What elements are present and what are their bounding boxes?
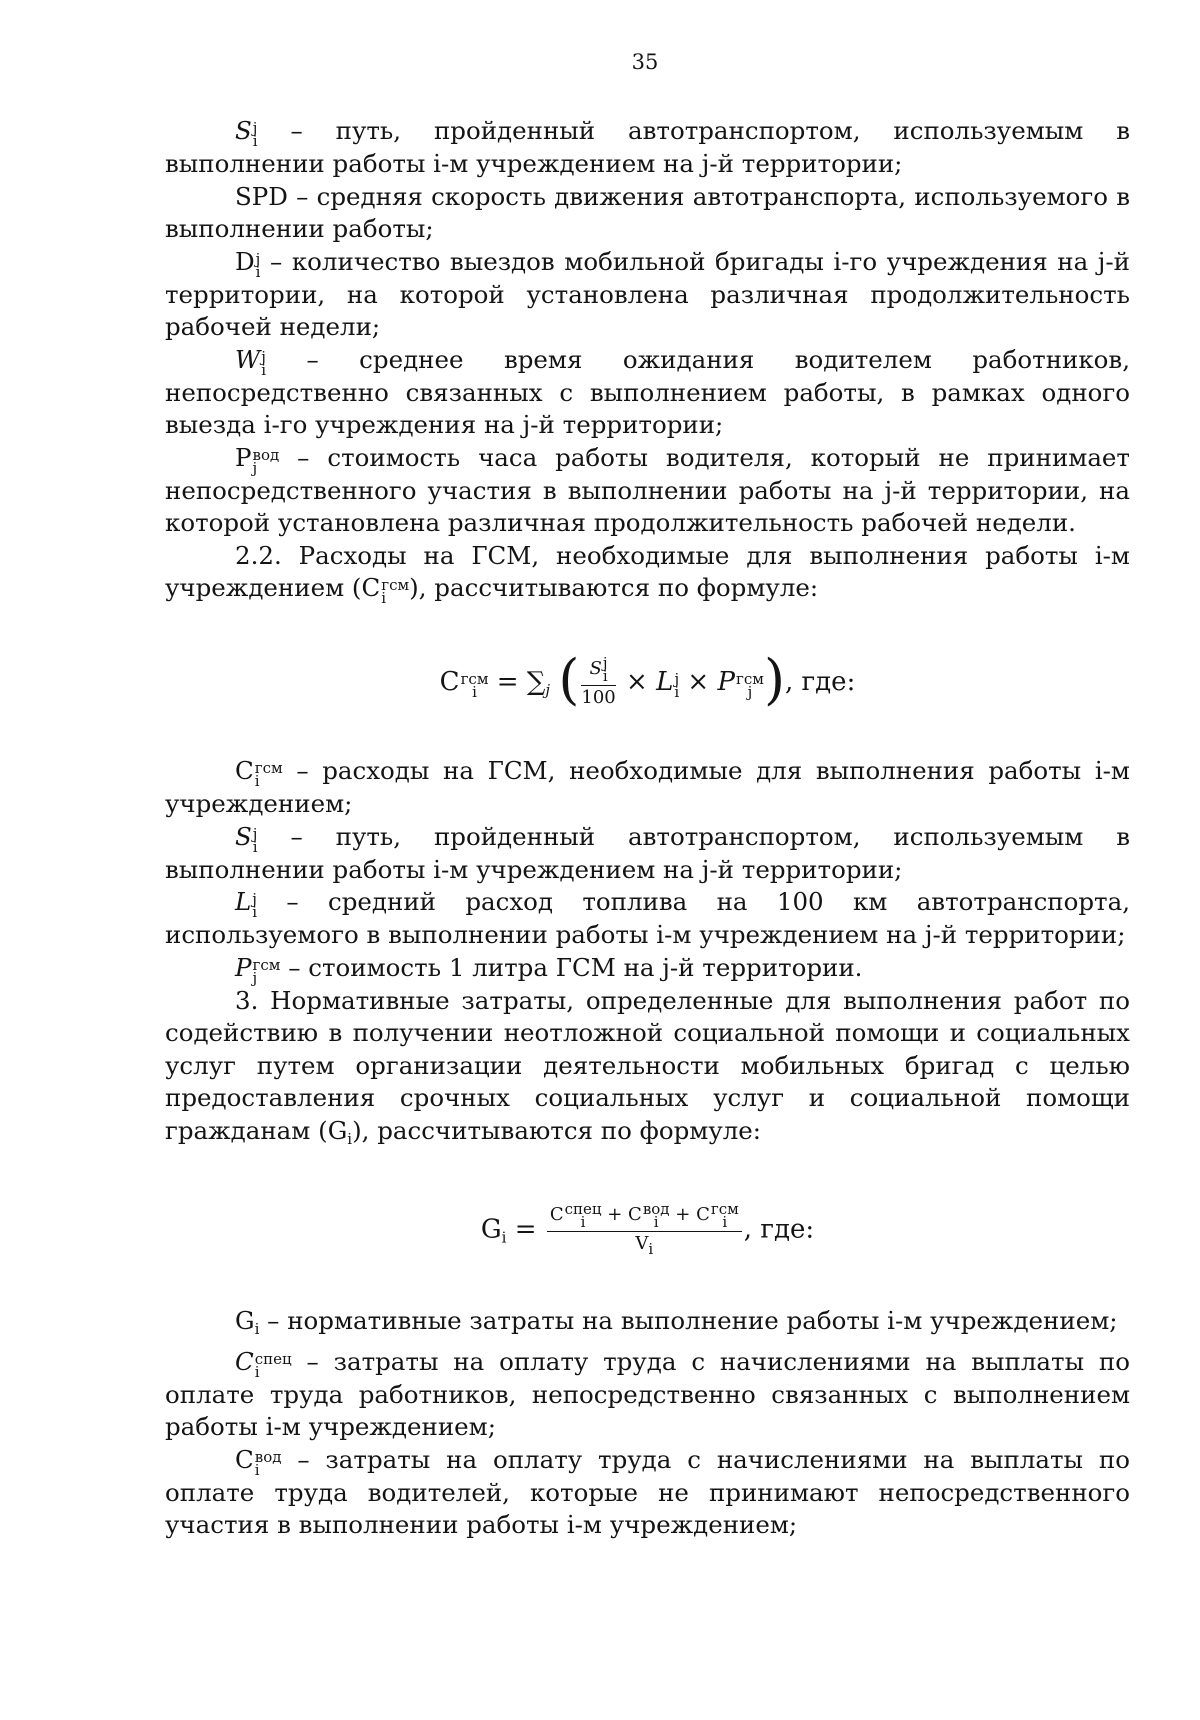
symbol: P xyxy=(717,667,735,698)
section-text: ), рассчитываются по формуле: xyxy=(352,1115,762,1145)
superscript: j xyxy=(255,249,261,268)
symbol: C xyxy=(628,1204,642,1226)
right-paren: ) xyxy=(763,648,786,712)
definition-c-gsm xyxy=(165,755,1130,821)
symbol: L xyxy=(235,887,252,916)
symbol: W xyxy=(235,344,261,374)
definition-p-gsm xyxy=(165,952,1130,985)
symbol: P xyxy=(235,952,252,982)
equals-sign: = xyxy=(488,667,527,698)
definition-text: – затраты на оплату труда с начислениями на выплаты по оплате труда работников, непосредственно связанных с выполнением работы i-м учреждением; xyxy=(165,1346,1130,1441)
subscript: i xyxy=(347,1129,353,1148)
symbol: D xyxy=(235,246,255,276)
equals-sign: = xyxy=(506,1215,545,1245)
times-sign: × xyxy=(617,667,657,698)
superscript: j xyxy=(252,890,257,908)
symbol: L xyxy=(656,667,674,698)
subscript: i xyxy=(252,837,258,856)
superscript: спец xyxy=(564,1200,602,1219)
definition-c-vod xyxy=(165,1444,1130,1542)
page-number: 35 xyxy=(631,50,659,74)
sum-index: j xyxy=(545,681,551,700)
section-text: ), рассчитываются по формуле: xyxy=(409,573,819,602)
section-text: 2.2. Расходы на ГСМ, необходимые для выполнения работы i-м учреждением ( xyxy=(165,540,1130,602)
symbol: G xyxy=(480,1215,502,1245)
fraction-numerator xyxy=(581,654,615,686)
subscript: i xyxy=(674,683,680,702)
superscript: гсм xyxy=(381,576,410,594)
subscript: j xyxy=(252,458,258,477)
definition-text: – средний расход топлива на 100 км автотранспорта, используемого в выполнении работы i-м учреждением на j-й территории; xyxy=(165,887,1130,949)
subscript: i xyxy=(381,589,387,607)
superscript: гсм xyxy=(252,955,281,974)
sub-sup xyxy=(254,1447,282,1479)
definition-text: – нормативные затраты на выполнение работы i-м учреждением; xyxy=(259,1306,1118,1335)
superscript: j xyxy=(261,347,266,366)
symbol: G xyxy=(235,1306,255,1335)
definition-text: – количество выездов мобильной бригады i-го учреждения на j-й территории, на которой установлена различная продолжительность рабочей недели; xyxy=(165,246,1130,341)
fraction xyxy=(581,654,616,709)
symbol: S xyxy=(235,116,252,145)
superscript: вод xyxy=(252,445,280,464)
section-2-2 xyxy=(165,540,1130,606)
definition-text: – стоимость 1 литра ГСМ на j-й территории. xyxy=(280,952,863,982)
subscript: i xyxy=(472,683,477,702)
subscript: i xyxy=(254,1362,260,1381)
definition-l xyxy=(165,886,1130,952)
fraction xyxy=(547,1200,742,1259)
subscript: i xyxy=(653,1213,659,1232)
definition-c-spec xyxy=(165,1346,1130,1444)
subscript: i xyxy=(254,772,260,790)
sub-sup xyxy=(254,1349,292,1381)
fraction-numerator xyxy=(547,1200,742,1232)
plus-sign: + xyxy=(601,1204,629,1226)
definition-d xyxy=(165,246,1130,344)
section-3 xyxy=(165,985,1130,1156)
subscript: i xyxy=(252,132,258,150)
symbol: V xyxy=(635,1233,649,1255)
formula-fuel-cost xyxy=(165,635,1130,725)
sub-sup xyxy=(642,1200,670,1232)
superscript: гсм xyxy=(736,670,764,689)
symbol: C xyxy=(235,1444,254,1474)
subscript: i xyxy=(501,1229,507,1247)
sub-sup xyxy=(252,445,280,477)
subscript: i xyxy=(252,903,258,921)
symbol: C xyxy=(439,667,460,698)
definition-s-path xyxy=(165,115,1130,181)
sub-sup xyxy=(602,654,608,686)
definition-text: – стоимость часа работы водителя, который не принимает непосредственного участия в выполнении работы на j-й территории, на которой установлена различная продолжительность рабочей недели. xyxy=(165,442,1130,537)
fraction-denominator: 100 xyxy=(581,687,616,709)
formula-normative-cost xyxy=(165,1185,1130,1275)
sub-sup xyxy=(254,759,283,790)
definition-spd: SPD – средняя скорость движения автотранспорта, используемого в выполнении работы; xyxy=(165,181,1130,243)
definition-text: – затраты на оплату труда с начислениями на выплаты по оплате труда водителей, которые не принимают непосредственного участия в выполнении работы i-м учреждением; xyxy=(165,1444,1130,1539)
symbol: S xyxy=(589,658,602,680)
superscript: гсм xyxy=(710,1200,739,1219)
subscript: i xyxy=(254,1460,260,1479)
symbol: C xyxy=(696,1204,710,1226)
superscript: спец xyxy=(254,1349,292,1368)
definition-text: – путь, пройденный автотранспортом, используемым в выполнении работы i-м учреждением на j-й территории; xyxy=(165,116,1130,178)
symbol: S xyxy=(235,821,252,851)
subscript: j xyxy=(252,968,258,987)
sub-sup xyxy=(736,670,764,702)
superscript: вод xyxy=(254,1447,282,1466)
sub-sup xyxy=(710,1200,739,1232)
subscript: i xyxy=(255,262,261,281)
left-paren: ( xyxy=(558,648,580,712)
definition-g xyxy=(165,1305,1130,1346)
sub-sup xyxy=(381,576,410,607)
superscript: j xyxy=(674,670,680,689)
formula-body xyxy=(439,648,856,712)
definition-text: – путь, пройденный автотранспортом, используемым в выполнении работы i-м учреждением на j-й территории; xyxy=(165,821,1130,884)
symbol: C xyxy=(235,756,254,785)
superscript: гсм xyxy=(254,759,283,777)
subscript: i xyxy=(722,1213,728,1232)
definition-text: – расходы на ГСМ, необходимые для выполнения работы i-м учреждением; xyxy=(165,756,1130,818)
subscript: j xyxy=(747,683,753,702)
times-sign: × xyxy=(679,667,718,698)
fraction-denominator xyxy=(547,1232,742,1258)
symbol: C xyxy=(549,1204,564,1226)
superscript: j xyxy=(252,824,258,843)
superscript: вод xyxy=(642,1200,670,1219)
subscript: i xyxy=(254,1320,260,1338)
symbol: C xyxy=(235,1346,254,1376)
formula-tail: , где: xyxy=(785,667,856,698)
superscript: j xyxy=(252,119,258,137)
formula-body xyxy=(480,1200,815,1259)
formula-tail: , где: xyxy=(743,1215,815,1245)
subscript: i xyxy=(602,667,608,686)
sub-sup xyxy=(564,1200,602,1232)
document-body xyxy=(165,115,1130,1542)
subscript: i xyxy=(648,1240,654,1259)
subscript: i xyxy=(580,1213,586,1232)
definition-p-vod xyxy=(165,442,1130,540)
subscript: i xyxy=(261,360,266,379)
sub-sup xyxy=(460,670,489,702)
definition-w xyxy=(165,344,1130,442)
plus-sign: + xyxy=(669,1204,697,1226)
superscript: j xyxy=(602,654,608,673)
symbol: C xyxy=(361,573,381,602)
sum-sign: ∑ xyxy=(526,667,546,698)
superscript: гсм xyxy=(460,670,489,689)
symbol: P xyxy=(235,442,252,472)
definition-text: – среднее время ожидания водителем работников, непосредственно связанных с выполнением работы, в рамках одного выезда i-го учреждения на j-й территории; xyxy=(165,344,1130,439)
sub-sup xyxy=(252,955,281,987)
definition-s-path-2 xyxy=(165,821,1130,887)
section-text: 3. Нормативные затраты, определенные для выполнения работ по содействию в получении неотложной социальной помощи и социальных услуг путем организации деятельности мобильных бригад с целью предоставления срочных социальных услуг и социальной помощи гражданам (G xyxy=(165,985,1130,1145)
